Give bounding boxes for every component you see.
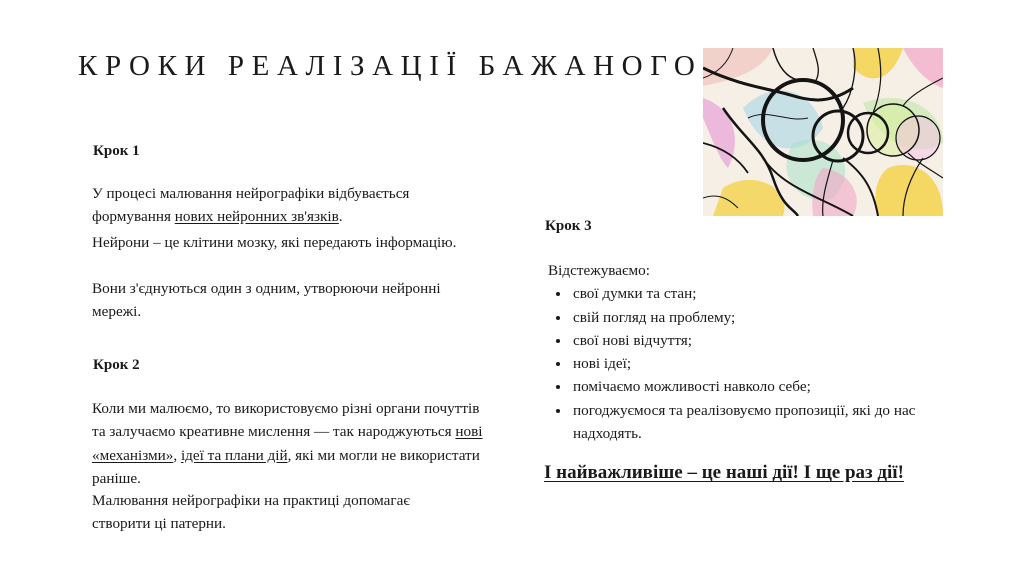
new-mechanisms-underlined: нові «механізми»: [92, 423, 483, 464]
final-statement: І найважливіше – це наші дії! І ще раз дії!: [544, 462, 904, 483]
ideas-plans-underlined: ідеї та плани дій: [180, 446, 288, 464]
list-item: • помічаємо можливості навколо себе;: [571, 375, 965, 398]
list-item: • свої думки та стан;: [571, 282, 965, 305]
neurographic-drawing: [703, 48, 943, 216]
step2-paragraph-2: Малювання нейрографіки на практиці допомагає створити ці патерни.: [92, 492, 410, 533]
step1-period: .: [338, 208, 343, 226]
step1-paragraph-1: [92, 182, 487, 229]
step3-list: [545, 259, 965, 445]
neural-links-underlined: нових нейронних зв'язків: [174, 208, 339, 226]
list-item: • свій погляд на проблему;: [571, 306, 965, 329]
list-item: • свої нові відчуття;: [571, 329, 965, 352]
step1-heading: Крок 1: [93, 143, 140, 159]
step2-sep: ,: [173, 446, 181, 464]
step2-text-b: , які ми могли не використати раніше.: [92, 446, 480, 487]
step2-text-a: Коли ми малюємо, то використовуємо різні органи почуттів та залучаємо креативне мислення — так народжуються: [92, 400, 480, 441]
step2-paragraph-1: [92, 397, 487, 490]
list-item: • погоджуємося та реалізовуємо пропозиції, які до нас надходять.: [571, 399, 965, 446]
list-item: • нові ідеї;: [571, 352, 965, 375]
step3-intro: Відстежуваємо:: [548, 262, 650, 279]
step3-items: [545, 282, 965, 445]
step1-paragraph-3: Вони з'єднуються один з одним, утворюючи нейронні мережі.: [92, 280, 441, 321]
step3-heading: Крок 3: [545, 218, 592, 234]
neurographic-artwork: [703, 48, 943, 216]
page-title: КРОКИ РЕАЛІЗАЦІЇ БАЖАНОГО: [78, 50, 703, 82]
step1-text: У процесі малювання нейрографіки відбувається формування: [92, 185, 410, 226]
step2-heading: Крок 2: [93, 357, 140, 373]
step1-paragraph-2: Нейрони – це клітини мозку, які передають інформацію.: [92, 234, 457, 251]
